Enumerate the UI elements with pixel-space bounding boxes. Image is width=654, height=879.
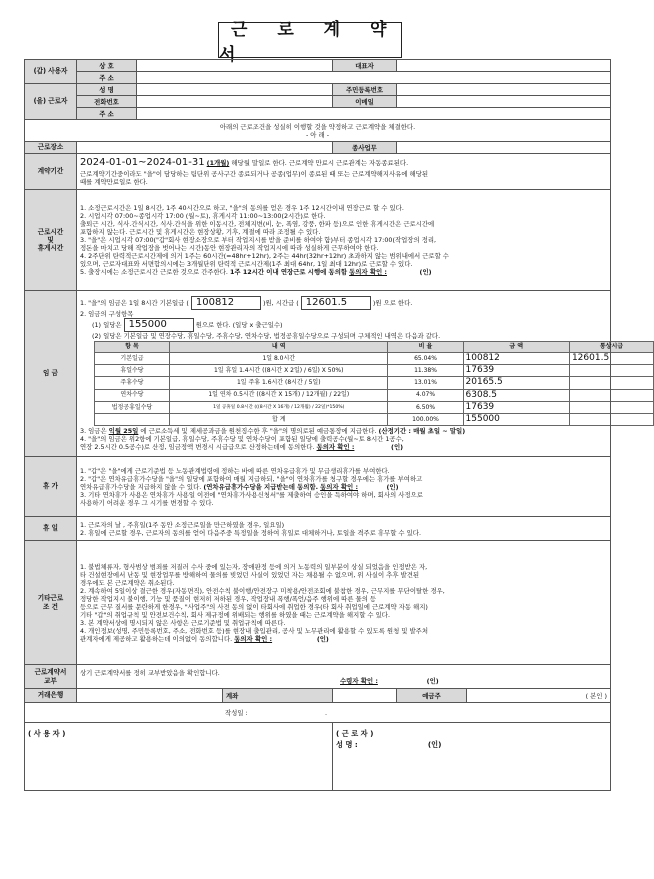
period-line1: 해당월 말일로 한다. 근로계약 만료시 근로관계는 자동종료된다. [231,159,409,168]
company-field[interactable] [137,60,333,72]
signing-date-label: 작성일 : [225,708,248,717]
hours-line: 1. 소정근로시간은 1일 8시간, 1주 40시간으로 하고, "을"의 동의를 얻은 경우 1주 12시간이내 연장근로 할 수 있다. [80,204,404,212]
recipient-signature-field[interactable] [380,677,425,685]
contract-date-range: 2024-01-01~2024-01-31 [80,157,205,169]
hours-line: 4. 2주단위 탄력적근로시간제에 의거 1주는 60시간(=48hr+12hr), 2주는 44hr(32hr+12hr) 초과하지 않는 범위내에서 근로할 수 [80,252,449,260]
wage-content: 1. "을"의 임금은 1일 8시간 기본일급 ( 100812 )원, 시간급 ( 12601.5 )원 으로 한다. 2. 임금의 구성항목 (1) 일당은 155000 원으로 한다. (일당 x 출근일수) (2) 일당은 기본일급 및 연장수당, 휴일수당, 주휴수당, 연차수당, 법정공휴일수당으로 구성되며 구체적인 내역은 다음과 같다. 항 목 내 역 비 율 금 액 통상시급 기본일급 1일 8.0시간 65.04% 100812 12601.5 휴일수당 1일 휴일 1.4시간 ((8시간 X 2일) / 6일) X 50%) 11.38% 17639 주휴수당 1일 주휴 1.6시간 (8시간 / 5일) 13.01% 20165.5 연차수당 1일 연차 0.5시간 ((8시간 X 15개) / 12개월) / 22일) 4.07% 6308.5 법정공휴일수당 1일 공휴일 0.8시간 (((8시간 X 16개) / 12개월) / 22일)*150%) 6.50% 17639 합 계 100.00% 155000 3. 임금은 익월 25일 에 근로소득세 및 제세공과금을 원천징수한 후 "을"의 명의로된 예금통장에 지급한다. (산정기간 : 매월 초일 ~ 말일) 4. "을"의 임금은 위2항에 기본일급, 휴일수당, 주휴수당 및 연차수당이 포함된 일당에 출력공수(월~토 8시간 1공수, 연장 2.5시간 0.5공수)로 산정, 임금정액 변경시 시급급으로 산정하는데에 동의한다. 동의자 확인 : (인) [77,291,611,457]
employee-name-label: 성 명 : [336,740,358,749]
intro-text: 아래의 근로조건을 성실히 이행할 것을 약정하고 근로계약을 체결한다. [219,122,416,131]
company-address-label: 주 소 [77,72,137,84]
pay-day: 익월 25일 [108,427,139,436]
employer-signature-box [25,723,333,791]
consent-label: 동의자 확인 : [349,268,387,276]
table-row: 법정공휴일수당 1일 공휴일 0.8시간 (((8시간 X 16개) / 12개월) / 22일)*150%) 6.50% 17639 [95,401,654,413]
seal-mark: (인) [316,634,329,643]
contract-months: (1개월) [206,159,230,168]
daily-base-wage: 100812 [191,296,261,310]
duty-field[interactable] [397,142,611,154]
intro-below: - 아 래 - [305,130,330,139]
table-header: 금 액 [463,341,569,352]
worker-address-label: 주 소 [77,108,137,120]
seal-mark: (인) [427,740,442,749]
employee-signature-field[interactable] [360,740,425,749]
seal-mark: (인) [419,268,432,276]
wage-sub2: (2) 일당은 기본일급 및 연장수당, 휴일수당, 주휴수당, 연차수당, 법정공휴일수당으로 구성되며 구체적인 내역은 다음과 같다. [92,331,441,340]
workplace-label: 근로장소 [25,142,77,154]
name-field[interactable] [137,84,333,96]
table-total-row: 합 계 100.00% 155000 [95,414,654,426]
bank-label: 거래은행 [25,689,77,703]
seal-mark: (인) [391,443,404,452]
hours-line: 2. 시업시각 07:00~종업시각 17:00 (월~토), 휴게시각 11:00~13:00(2시간)로 한다. [80,212,326,220]
company-address-field[interactable] [137,72,611,84]
wage-breakdown-table [94,341,654,427]
ceo-label: 대표자 [333,60,397,72]
consent-signature-field[interactable] [360,483,384,491]
document-title: 근 로 계 약 서 [218,22,402,58]
consent-signature-field[interactable] [356,443,389,451]
leave-content: 1. "갑"은 "을"에게 근로기준법 등 노동관계법령에 정하는 바에 따른 연차유급휴가 및 무급생리휴가를 부여한다. 2. "갑"은 연차유급휴가수당을 "을"의 일당에 포함하여 매월 지급하되, "을"이 연차휴가를 청구할 경우에는 휴가를 부여하고 연차유급휴가수당을 지급하지 않을 수 있다. (연차유급휴가수당을 지급받는데 동의함. 동의자 확인 : (인) 3. 기타 연차휴가 사용은 연차휴가 사용일 이전에 "연차휴가사용신청서"를 제출하여 승인을 득하여야 하며, 회사의 사정으로 사용하기 어려운 경우 그 시기를 변경할 수 있다. [77,457,611,517]
resident-id-field[interactable] [397,84,611,96]
holiday-label: 휴 일 [25,517,77,541]
period-line3: 때를 계약만료일로 한다. [80,177,148,186]
period-content [77,154,611,190]
consent-label: 동의자 확인 : [234,634,273,643]
table-row: 연차수당 1일 연차 0.5시간 ((8시간 X 15개) / 12개월) / 22일) 4.07% 6308.5 [95,389,654,401]
account-field[interactable] [333,689,397,703]
period-line2: 근로계약기간중이라도 "을"이 담당하는 팀단위 공사구간 종료되거나 공종(업무)이 종료된 때 또는 근로계약해지사유에 해당된 [80,169,429,178]
email-field[interactable] [397,96,611,108]
delivery-content: 상기 근로계약서를 정히 교부받았음을 확인합니다. 수령자 확인 : (인) [77,665,611,689]
hours-line: 있으며, 근로자대표와 서면합의시에는 3개월단위 탄력적 근로시간제(1주 최대 64hr, 1일 최대 12hr)로 근로할 수 있다. [80,260,413,268]
hours-line: 정돈을 마치고 당해 작업장을 벗어나는 시간)동안 현장관리자의 작업지시에 따라 성실하게 근무하여야 한다. [80,244,379,252]
consent-signature-field[interactable] [274,635,315,643]
phone-label: 전화번호 [77,96,137,108]
table-row: 주휴수당 1일 주휴 1.6시간 (8시간 / 5일) 13.01% 20165.5 [95,377,654,389]
hours-line: 5. 출장시에는 소정근로시간 근로한 것으로 간주한다. [80,268,228,276]
signing-date-row: 작성일 : . [25,703,611,723]
table-header: 내 역 [170,341,388,352]
period-label: 계약기간 [25,154,77,190]
employer-label: ( 사 용 자 ) [28,729,66,738]
consent-signature-field[interactable] [389,268,417,276]
phone-field[interactable] [137,96,333,108]
overtime-consent-text: 1주 12시간 이내 연장근로 시행에 동의함 [229,268,348,276]
account-label: 계좌 [223,689,333,703]
table-header: 비 율 [388,341,463,352]
wage-label: 임 금 [25,291,77,457]
employee-signature-box [333,723,611,791]
party-b-label: (을) 근로자 [25,84,77,120]
bank-field[interactable] [77,689,223,703]
holder-label: 예금주 [397,689,467,703]
name-label: 성 명 [77,84,137,96]
seal-mark: (인) [386,482,399,491]
hours-line: 출퇴근 시간, 식사.간식시간, 식사.간식을 위한 이동시간, 전체지변(비, 눈, 폭염, 강풍, 한파 등)으로 인한 휴게시간은 근로시간에 [80,220,435,228]
hours-line: 3. "을"은 시업시각 07:00("갑"회사 현장소장으로 부터 작업지시를 받을 준비를 하여야 함)부터 종업시각 17:00(작업장의 정리, [80,236,437,244]
seal-mark: (인) [426,676,439,685]
table-header: 항 목 [95,341,170,352]
consent-label: 동의자 확인 : [316,443,355,452]
duty-label: 종사업무 [333,142,397,154]
resident-id-label: 주민등록번호 [333,84,397,96]
signing-date-field[interactable] [250,709,323,717]
intro-block [25,120,611,142]
holiday-content: 1. 근로자의 날 , 주휴일(1주 동안 소정근로일을 만근하였을 경우, 일요일) 2. 휴일에 근로할 경우, 근로자의 동의를 얻어 다음주중 특정일을 정하여 휴일로 대체하거나, 토일을 격주로 휴무할 수 있다. [77,517,611,541]
recipient-label: 수령자 확인 : [340,676,378,685]
holder-self: ( 본인 ) [467,689,611,703]
table-row: 휴일수당 1일 휴일 1.4시간 ((8시간 X 2일) / 6일) X 50%) 11.38% 17639 [95,365,654,377]
other-conditions-content: 1. 불법체류자, 형사범상 범죄를 저질러 수사 중에 있는자, 장애판정 등에 의거 노동력의 일부분이 상실 되었음을 인정받은 자, 타 건설현장에서 난동 및 현장업무를 방해하여 물의를 빚었던 사실이 있었던 자는 채용될 수 없으며, 위 사실이 추후 발견된 경우에도 본 근로계약은 취소된다. 2. 계속하여 5일이상 결근한 경우(자동면직), 안전수칙 불이행/안전장구 미착용/안전조회에 불참한 경우, 근무지를 무단이탈한 경우, 정당한 작업지시 불이행, 기능 및 품질이 현저히 저하된 경우, 작업장내 폭행/폭언/음주 행위에 따른 물의 등 등으로 근무 질서를 문란하게 한경우, "사업주"의 사전 동의 없이 타회사에 취업한 경우(타 회사 취업일에 근로계약 자동 해지) 기타 "갑"의 취업규칙 및 안전보건수칙, 회사 제규정에 위배되는 행위를 하였을 때는 근로계약을 해지할 수 있다. 3. 본 계약서상에 명시되지 않은 사항은 근로기준법 및 취업규칙에 따른다. 4. 개인정보(성명, 주민등록번호, 주소, 전화번호 등)를 현장내 출입관리, 공사 및 노무관리에 활용할 수 있도록 원청 및 발주처 관계자에게 제공하고 활용하는데 이의없이 동의합니다. 동의자 확인 : (인) [77,541,611,665]
ceo-field[interactable] [397,60,611,72]
delivery-label: 근로계약서 교부 [25,665,77,689]
email-label: 이메일 [333,96,397,108]
table-row: 기본일급 1일 8.0시간 65.04% 100812 12601.5 [95,352,654,364]
leave-label: 휴 가 [25,457,77,517]
wage-line4: 4. "을"의 임금은 위2항에 기본일급, 휴일수당, 주휴수당 및 연차수당이 포함된 일당에 출력공수(월~토 8시간 1공수, [80,435,404,444]
consent-label: 동의자 확인 : [320,482,358,491]
company-label: 상 호 [77,60,137,72]
other-conditions-label: 기타근로 조 건 [25,541,77,665]
daily-total-wage: 155000 [124,318,194,332]
workplace-field[interactable] [77,142,333,154]
hours-label: 근로시간 및 휴게시간 [25,190,77,291]
wage-line2: 2. 임금의 구성항목 [80,309,134,318]
hours-line: 포함하지 않는다. 근로시간 및 휴게시간은 현장상황, 기후, 계절에 따라 조정될 수 있다. [80,228,321,236]
hourly-wage: 12601.5 [301,296,371,310]
worker-address-field[interactable] [137,108,611,120]
contract-form [24,59,624,791]
hours-content [77,190,611,291]
party-a-label: (갑) 사용자 [25,60,77,84]
table-header: 통상시급 [569,341,653,352]
employee-label: ( 근 로 자 ) [336,729,374,738]
